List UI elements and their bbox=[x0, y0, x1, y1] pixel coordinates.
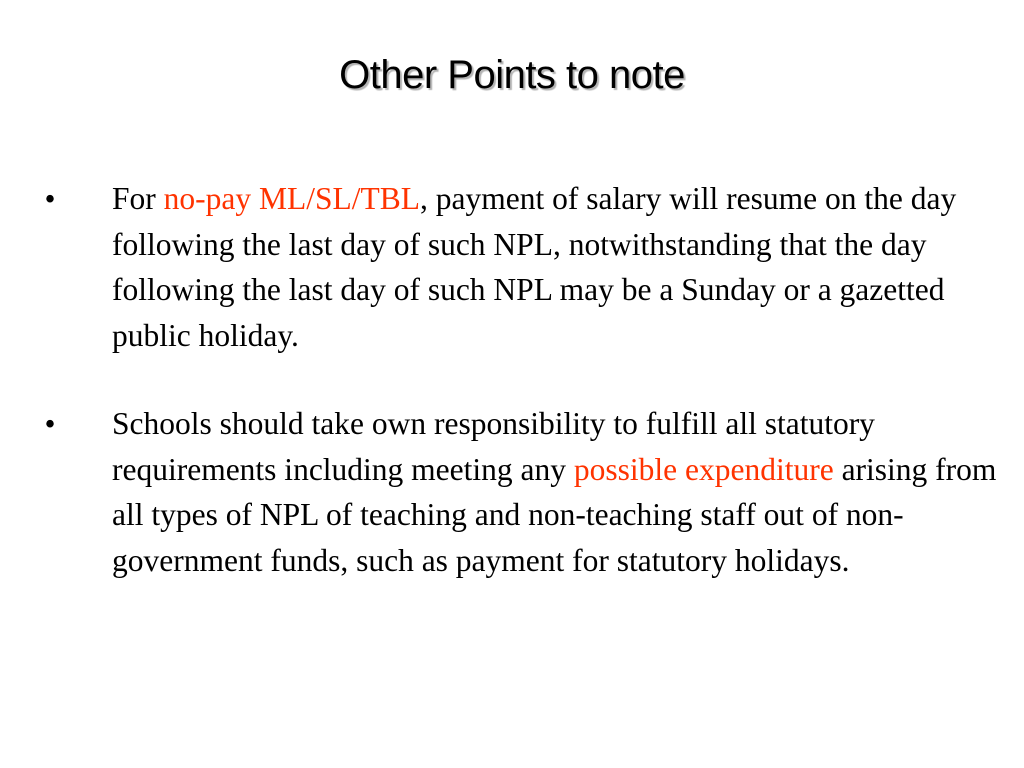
bullet-text-highlight: possible expenditure bbox=[573, 451, 834, 487]
bullet-item-salary-resume bbox=[40, 176, 1000, 358]
bullet-item-school-responsibility bbox=[40, 401, 1000, 583]
bullet-list bbox=[40, 176, 1000, 583]
bullet-text-pre: For bbox=[112, 181, 164, 216]
bullet-icon: • bbox=[44, 181, 56, 216]
slide-title: Other Points to note bbox=[339, 53, 685, 97]
bullet-text-post: arising from all types of NPL of teaching and non-teaching staff out of non-government funds, such as payment for statutory holidays. bbox=[112, 451, 997, 578]
bullet-icon: • bbox=[44, 406, 56, 441]
bullet-text-pre: Schools should take own responsibility to fulfill all statutory requirements including meeting any bbox=[112, 406, 875, 487]
bullet-text-post: , payment of salary will resume on the day following the last day of such NPL, notwithstanding that the day following the last day of such NPL may be a Sunday or a gazetted public holiday. bbox=[112, 181, 957, 353]
bullet-text-highlight: no-pay ML/SL/TBL bbox=[163, 181, 420, 216]
